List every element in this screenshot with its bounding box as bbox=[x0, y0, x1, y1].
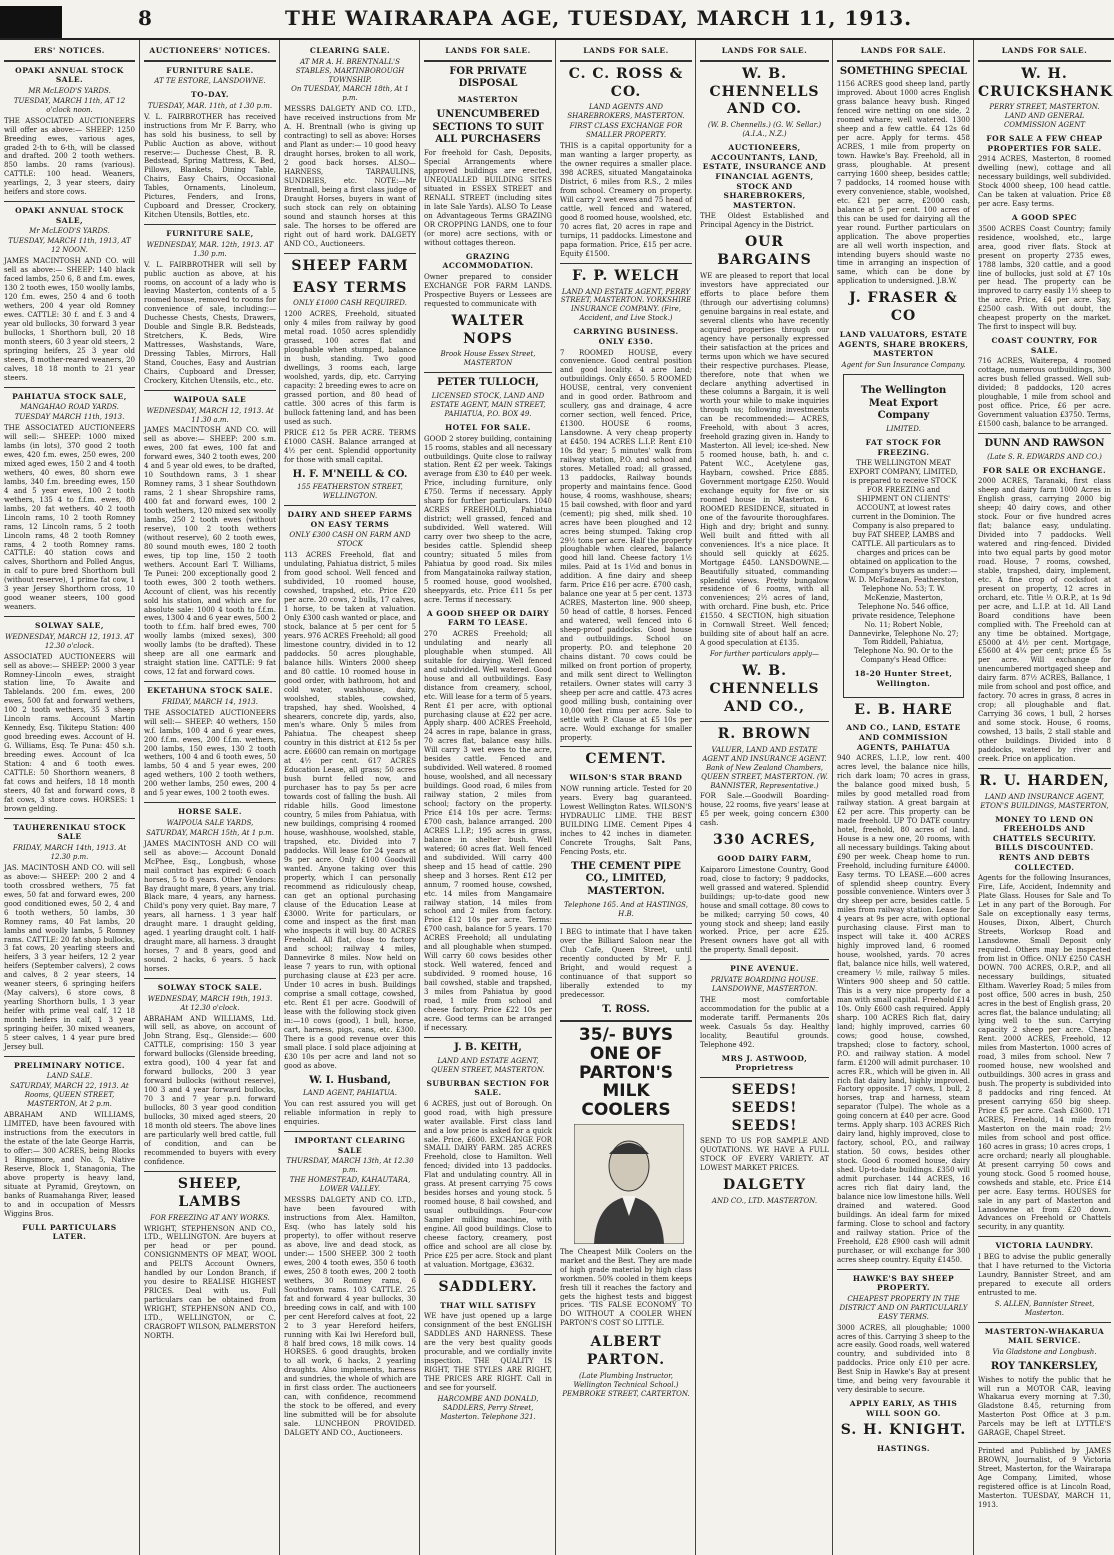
column-3 bbox=[279, 40, 420, 1555]
ad-heading: VICTORIA LAUNDRY. bbox=[995, 1241, 1094, 1251]
ad-subheading: 18-20 Hunter Street, Wellington. bbox=[854, 669, 953, 688]
ad-subheading: HOTEL FOR SALE. bbox=[445, 423, 531, 433]
ad-subheading: Brook House Essex Street, MASTERTON bbox=[440, 350, 536, 368]
ad-heading: DALGETY bbox=[723, 1177, 806, 1194]
ad-footer: MRS J. ASTWOOD, Proprietress bbox=[721, 1053, 808, 1073]
ad-subheading: Via Gladstone and Longbush. bbox=[992, 1347, 1097, 1356]
column-7 bbox=[832, 40, 974, 1555]
column-8 bbox=[973, 40, 1114, 1555]
ad-subheading: A GOOD SPEC bbox=[1011, 213, 1078, 223]
divider bbox=[700, 721, 829, 722]
ad-date: TUESDAY, MAR. 11th, at 1.30 p.m. bbox=[147, 101, 273, 110]
divider bbox=[978, 1236, 1111, 1237]
ad-subheading: HASTINGS. bbox=[877, 1444, 930, 1454]
ad-date: FRIDAY, MARCH 14, 1913. bbox=[161, 697, 259, 706]
ad-subheading: CARRYING BUSINESS. ONLY £350. bbox=[573, 327, 679, 346]
ad-body: ABRAHAM AND WILLIAMS, Ltd. will sell, as above, on account of John Strang, Esq., Glenside:— 600 CATTLE, comprising: 150 3 year forward bullocks (Glenside breeding, extra good), 100 4 year fat and forward bullocks, 200 3 year forward bullocks (without reserve), 100 3 and 4 year forward bullocks, 70 3 and 7 year p.n. forward bullocks, 80 3 year good condition bullocks, 30 mixed aged steers, 20 18 month old steers. The above lines are particularly well bred cattle, full of condition, and can be recommended to buyers with every confidence. bbox=[144, 1014, 276, 1166]
divider bbox=[4, 387, 135, 388]
ad-subheading: (Late Plumbing Instructor, Wellington Technical School.) PEMBROKE STREET, CARTERTON. bbox=[562, 1372, 690, 1399]
ad-subheading: LAND AND INSURANCE AGENT, ETON'S BUILDINGS, MASTERTON, bbox=[980, 792, 1109, 810]
ad-heading: W. I. Husband, bbox=[309, 1074, 391, 1086]
ad-subheading: WAIPOUA SALE YARDS, bbox=[166, 818, 254, 827]
divider bbox=[700, 959, 829, 960]
ad-subheading: VALUER, LAND AND ESTATE AGENT AND INSURANCE AGENT. Bank of New Zealand Chambers, QUEEN STREET, MASTERTON. (W. BANNISTER, Representative.) bbox=[701, 745, 828, 790]
ad-subheading: Mr McLEOD'S YARDS. bbox=[29, 227, 110, 236]
divider bbox=[978, 1442, 1111, 1443]
ad-heading: WALTER NOPS bbox=[451, 312, 525, 347]
milk-cooler-headline: 35/- BUYS ONE OF PARTON'S MILK COOLERS bbox=[578, 1025, 674, 1121]
ad-body: PRICE £12 5s PER ACRE. TERMS £1000 CASH. Balance arranged at 4½ per cent. Splendid opportunity for those with small capital. bbox=[284, 428, 416, 464]
divider bbox=[424, 1037, 552, 1038]
divider bbox=[560, 1020, 692, 1022]
imprint: Printed and Published by JAMES BROWN, Journalist, of 9 Victoria Street, Masterton, for the Wairarapa Age Company, Limited, whose registered office is at Lincoln Road, Masterton. TUESDAY, MARCH 11, 1913. bbox=[978, 1447, 1111, 1509]
ad-heading: A GOOD SHEEP OR DAIRY FARM TO LEASE. bbox=[426, 608, 550, 628]
masthead bbox=[0, 0, 1114, 40]
ad-body: I BEG to intimate that I have taken over the Billiard Saloon near the Club Cafe, Queen Street, until recently conducted by Mr F. J. Bright, and would request a continuance of that support so liberally extended to my predecessor. bbox=[560, 927, 692, 999]
divider bbox=[424, 1274, 552, 1275]
ad-subheading: LAND AND ESTATE AGENT, QUEEN STREET, MASTERTON. bbox=[431, 1056, 545, 1074]
ad-body: THE Oldest Established and Principal Agency in the District. bbox=[700, 212, 829, 230]
ad-subheading: ONLY £300 CASH ON FARM AND STOCK bbox=[289, 531, 411, 549]
ad-subheading: FOR FREEZING AT ANY WORKS. bbox=[150, 1213, 270, 1222]
ad-body: 2000 ACRES, Taranaki, first class sheep and dairy farm 1000 Acres in English grass, carrying 2000 big sheep; 40 dairy cows, and other stock. Four or five hundred acres flat; balance easy, undulating. Divided into 7 paddocks. Well watered and ring-fenced. Divided into two equal parts by good motor road. House, 7 rooms, cowshed, stable, trapshed, dairy, implement, etc. A fine crop of cocksfoot at present on property, 12 acres in orchard, etc. Title ½ O.R.P., at 1s 9d per acre, and L.I.P. at 1d. All Land Board conditions have been complied with. The Freehold can at any time be obtained. Mortgage, £5000 at 4½ per cent. Mortgage, £5600 at 4¼ per cent; price £5 5s per acre. Will exchange for unencumbered mortgaged sheep and dairy farm. 87½ ACRES, Ballance, 1 mile from school and post office, and factory. 70 acres in grass, 8 acres in crop; all ploughable and flat. Carrying 36 cows, 1 bull, 2 horses and some stock. House, 6 rooms, cowshed, 13 bails, 2 stall stable and other buildings. Divided into 8 paddocks, watered by river and creek. Price on application. bbox=[978, 477, 1111, 763]
ad-body: WE have just opened up a large consignment of the best ENGLISH SADDLES AND HARNESS. These are the very best quality goods procurable, and we cordially invite inspection. THE QUALITY IS RIGHT, THE STYLES ARE RIGHT, THE PRICES ARE RIGHT. Call in and see for yourself. bbox=[424, 1312, 552, 1392]
ad-heading: W. H. CRUICKSHANK bbox=[978, 65, 1114, 100]
divider bbox=[4, 60, 135, 62]
ad-subheading: FIRST CLASS EXCHANGE FOR SMALLER PROPERTY. bbox=[569, 122, 683, 140]
ad-body: 1156 ACRES good sheep land, partly improved. About 1000 acres English grass balance heavy bush. Ringed fenced wire netting on one side, 2 roomed whare; well watered. 1300 sheep and a few cattle. £4 12s 6d per acre. Apply for terms. 458 ACRES, 1 mile from property on town. Hawke's Bay. Freehold, all in grass, ploughable. At present carrying 1600 sheep, besides cattle; 7 paddocks, 14 roomed house with every convenience, stable, woolshed, etc. £21 per acre, £2000 cash, balance at 5 per cent. 100 acres of this can be used for dairying all the year round. Further particulars on application. The above properties are all well worth inspection, and intending buyers should waste no time in arranging an inspection of same, which can be done by application to undersigned. J.B.W. bbox=[837, 80, 970, 286]
ad-date: WEDNESDAY, MARCH 12, 1913. AT 12.30 o'clock. bbox=[5, 632, 134, 650]
ad-heading: FURNITURE SALE. bbox=[166, 65, 254, 75]
column-label: LANDS FOR SALE. bbox=[721, 46, 808, 55]
column-label: LANDS FOR SALE. bbox=[1001, 46, 1088, 55]
column-5 bbox=[555, 40, 696, 1555]
ad-heading: E. B. HARE bbox=[854, 701, 953, 718]
ad-body: JAMES MACINTOSH AND CO. will sell as above:— SHEEP: 200 s.m. ewes, 200 fat ewes, 100 fat and forward ewes, 340 2 tooth ewes, 200 4 and 5 year old ewes, to be drafted, 10 Southdown rams, 3 1 shear Romney rams, 3 1 shear Southdown rams, 2 1 shear Shropshire rams, 400 fat and forward ewes, 100 2 tooth wethers, 120 mixed sex woolly lambs, 250 2 tooth ewes (without reserve), 100 2 tooth wethers (without reserve), 60 2 tooth ewes, 80 sound mouth ewes, 180 2 tooth ewes, tip top line, 150 2 tooth wethers. Account Earl T. Williams, Te Punei: 200 exceptionally good 2 tooth ewes, 300 2 tooth wethers. Account of client, was his recently sold his station, and which are for absolute sale: 1000 4 tooth to f.f.m. ewes, 1300 4 and 6 year ewes, 500 2 tooth to f.f.m. half bred ewes, 700 woolly lambs (mixed sexes), 300 woolly lambs (to be drafted). These sheep are all one earmark and straight station line. CATTLE: 9 fat cows, 12 fat and forward cows. bbox=[144, 426, 276, 677]
divider bbox=[560, 923, 692, 924]
meat-export-box bbox=[843, 374, 964, 698]
ad-body: 3000 ACRES, all ploughable; 1000 acres of this. Carrying 3 sheep to the acre easily. Good roads, well watered country, and subdivided into 8 paddocks. Price only £10 per acre. Best Snip in Hawke's Bay at present time, and being very favourable it very desirable to secure. bbox=[837, 1323, 970, 1395]
ad-subheading: PRIVATE BOARDING HOUSE. LANSDOWNE, MASTERTON. bbox=[710, 975, 819, 993]
ad-heading: UNENCUMBERED SECTIONS TO SUIT ALL PURCHASERS bbox=[432, 108, 544, 146]
ad-subheading: FAT STOCK FOR FREEZING. bbox=[865, 438, 942, 457]
ad-subheading: 155 FEATHERSTON STREET, WELLINGTON. bbox=[297, 483, 403, 501]
ad-heading: PINE AVENUE. bbox=[730, 964, 799, 974]
ad-heading: ALBERT PARTON. bbox=[586, 1334, 666, 1369]
ad-heading: EKETAHUNA STOCK SALE. bbox=[147, 686, 273, 696]
column-label: LANDS FOR SALE. bbox=[860, 46, 947, 55]
ad-footer: FULL PARTICULARS LATER. bbox=[22, 1222, 117, 1242]
ad-heading: SEEDS! SEEDS! SEEDS! bbox=[731, 1081, 798, 1134]
divider bbox=[4, 818, 135, 819]
ad-subheading: Agent for Sun Insurance Company. bbox=[841, 360, 966, 369]
ad-heading: SOMETHING SPECIAL bbox=[839, 65, 968, 77]
ad-subheading: LIMITED. bbox=[886, 425, 921, 434]
ad-subheading: MANGAHAO ROAD YARDS. bbox=[20, 403, 119, 412]
ad-heading: W. B. CHENNELLS AND CO. bbox=[709, 65, 820, 118]
ad-body: Agents for the following Insurances, Fire, Life, Accident, Indemnity and Plate Glass. Houses for Sale and To Let in any part of the Borough. For Sale on exceptionally easy terms, Houses, Dixon, Albert, Church Streets, Worksop Road and Lansdowne. Small Deposit only required. Others may be inspected from list in Office. ONLY £250 CASH DOWN. 700 ACRES, O.R.P., and all necessary buildings, situated Eltham. Waverley Road; 5 miles from post office, 500 acres in bush, 250 acres in the best of English grass, 20 acres flat, the balance undulating; all lying well to the sun. Carrying capacity 2 sheep per acre. Cheap Rent. 2000 ACRES, Freehold, 12 miles from Masterton. 1000 acres of road, 3 miles from school. New 7 roomed house, new woolshed and outbuildings. 300 acres in grass and bush. The property is subdivided into 8 paddocks and ring fenced. At present carrying 650 big sheep. Price £5 per acre. Cash £3600. 171 ACRES, Freehold, 14 mile from Masterton on the main road; 2½ miles from school and post office. 160 acres in grass; 10 acres crops, 1 acre orchard; nearly all ploughable. At present carrying 50 cows and young stock. Good 5 roomed house, cowsheds and stable, etc. Price £14 per acre. Easy terms. HOUSES for sale in any part of Masterton and Lansdowne at from £20 down. Advances on Freehold or Chattels security, in any quantity. bbox=[978, 874, 1111, 1232]
ad-date: WEDNESDAY, MAR. 12th, 1913. AT 1.30 p.m. bbox=[146, 240, 274, 258]
divider bbox=[284, 253, 416, 254]
ad-date: WEDNESDAY, MARCH 12, 1913. At 11.30 a.m. bbox=[146, 406, 274, 424]
divider bbox=[144, 802, 276, 803]
ad-body: SEND TO US FOR SAMPLE AND QUOTATIONS. WE HAVE A FULL STOCK OF EVERY VARIETY. AT LOWEST MARKET PRICES. bbox=[700, 1137, 829, 1173]
divider bbox=[978, 768, 1111, 769]
ad-subheading: ONLY £1000 CASH REQUIRED. bbox=[293, 299, 407, 308]
column-2 bbox=[139, 40, 280, 1555]
ad-heading: F. P. WELCH bbox=[572, 267, 680, 284]
ad-body: 7 ROOMED HOUSE, every convenience. Good central position and good locality. 4 acre land; outbuildings. Only £650. 5 ROOMED HOUSE, central, very convenient and in good order. Bathroom and scullery, gas and drainage, 4 acre corner section, well fenced. Price, £1300. HOUSE 6 rooms, Lansdowne. A very cheap property at £450. 194 ACRES L.I.P. Rent £10 10s 8d year; 5 minutes' walk from railway station, P.O. and school and stores. Metalled road; all grassed, 13 paddocks, Railway bounds property and maintains fence. Good house, 4 rooms, washhouse, shears; 15 bail cowshed, with floor and yard (cement); pig shed, milk shed. 10 acres have been ploughed and 12 acres being stumped. Taking crop 29½ tons per acre. Half the property ploughable when cleared, balance good hill land. Cheese factory 1½ miles. Paid at 1s 1½d and bonus in addition. A fine dairy and sheep farm. Price £16 per acre. £700 cash, balance one year at 5 per cent. 1373 ACRES, Masterton line. 900 sheep, 50 head of cattle, 8 horses. Fenced and watered, well fenced into 6 sheep-proof paddocks. Good house and outbuildings. School on property. P.O. and telephone 20 chains distant. 70 cows could be milked on front portion of property, and milk sent direct to Wellington retailers. Owner states will carry 3 sheep per acre and cattle. 473 acres good milling bush, containing over 10,000 feet rimu per acre. Sale to settle with P. Clause at £5 10s per acre. Would exchange for smaller property. bbox=[560, 348, 692, 742]
divider bbox=[560, 60, 692, 62]
ad-heading: PRELIMINARY NOTICE. bbox=[13, 1060, 126, 1070]
ad-body: JAMES MACINTOSH AND CO will sell as above:— Account Donald McPhee, Esq., Longbush, whose mail contract has expired: 6 coach horses, 5 to 8 years. Other Vendors: Bay draught mare, 8 years, any trial. Black mare, 4 years, any harness. Child's pony very quiet. Bay mare, 7 years, all harness. 1 3 year half draught mare. 1 draught gelding, aged. 1 yearling draught colt. 1 half-draught mare, all harness. 3 draught horses, 7 and 8 years, good and sound. 2 hacks, 6 years. 5 hack horses. bbox=[144, 839, 276, 974]
column-label: AUCTIONEERS' NOTICES. bbox=[149, 46, 271, 55]
ad-body: THE ASSOCIATED AUCTIONEERS will offer as above:— SHEEP: 1250 Breeding ewes, various ages, graded 2-th to 6-th, will be classed and drafted. 200 2 tooth wethers. 850 lambs. 20 rams (various). CATTLE: 100 head. Weaners, yearlings, 2, 3 year steers, dairy heifers and store cows. bbox=[4, 116, 135, 197]
column-label: LANDS FOR SALE. bbox=[583, 46, 669, 55]
ad-heading: SHEEP, LAMBS bbox=[177, 1175, 243, 1210]
divider bbox=[4, 201, 135, 202]
ad-body: Kaiparoro Limestone Country, Good road, close to factory; 9 paddocks, well grassed and watered. Splendid buildings; up-to-date good new house and small cottage. 80 cows to be milked; carrying 50 cows, 40 young stock and sheep; land easily worked. Price, per acre £25. Present owners have got all with the property. Small deposit. bbox=[700, 865, 829, 955]
divider bbox=[424, 372, 552, 373]
portrait-illustration bbox=[574, 1124, 684, 1244]
ad-subheading: MR McLEOD'S YARDS. bbox=[28, 86, 111, 95]
ad-heading: HAWKE'S BAY SHEEP PROPERTY. bbox=[852, 1273, 955, 1293]
divider bbox=[978, 1322, 1111, 1323]
divider bbox=[978, 60, 1111, 62]
divider bbox=[144, 390, 276, 391]
ad-body: THIS is a capital opportunity for a man wanting a larger property, as the owner requires a smaller place. 398 ACRES, situated Mangatainoka District, 6 miles from R.S., 2 miles from school. Creamery on property. Will carry 2 wet ewes and 75 head of cattle, well fenced and watered, good 8 roomed house, woolshed, etc. 70 acres flat, 20 acres in rape and turnips, 11 paddocks. Limestone and papa formation. Price, £15 per acre. Equity £1500. bbox=[560, 142, 692, 258]
ad-date: SATURDAY, MARCH 15th, At 1 p.m. bbox=[146, 828, 274, 837]
ad-subheading: CHEAPEST PROPERTY IN THE DISTRICT AND ON PARTICULARLY EASY TERMS. bbox=[839, 1294, 968, 1321]
ad-footer: T. ROSS. bbox=[602, 1003, 650, 1015]
ad-heading: The Wellington Meat Export Company bbox=[860, 384, 947, 422]
ad-heading: SOLWAY SALE, bbox=[35, 621, 104, 631]
ad-body: V. L. FAIRBROTHER has received instructions from Mr F. Barry, who has sold his business, to sell by Public Auction as above, without reserve:— Duchesse Chest, B. R. Bedstead, Spring Mattress, K. Bed, Pillows, Blankets, Dining Table, Chairs, Easy Chairs, Occasional Tables, Ornaments, Linoleum, Pictures, Fenders, and Irons, Cupboard and Dresser, Crockery, Kitchen Utensils, Bottles, etc. bbox=[144, 112, 276, 220]
ad-subheading: LAND AGENT, PAHIATUA. bbox=[303, 1089, 397, 1098]
ad-subheading: TO-DAY. bbox=[191, 90, 229, 100]
ad-date: TUESDAY, MARCH 11th, 1913, AT 12 NOON. bbox=[8, 237, 131, 255]
ad-subheading: APPLY EARLY, AS THIS WILL SOON GO. bbox=[849, 1399, 958, 1418]
ad-heading: HORSE SALE. bbox=[178, 807, 242, 817]
ad-heading: OUR BARGAINS bbox=[717, 234, 812, 269]
column-1 bbox=[0, 40, 139, 1555]
ad-heading: CEMENT. bbox=[585, 751, 667, 768]
ad-heading: W. B. CHENNELLS AND CO., bbox=[709, 663, 820, 715]
ad-heading: C. C. ROSS & CO. bbox=[568, 65, 684, 100]
divider bbox=[144, 60, 276, 62]
ad-heading: H. F. M'NEILL & CO. bbox=[292, 468, 408, 480]
ad-body: You can rest assured you will get reliable information in reply to enquiries. bbox=[284, 1100, 416, 1127]
ad-subheading: For further particulars apply— bbox=[709, 650, 820, 659]
ad-heading: EASY TERMS bbox=[292, 279, 408, 296]
ad-date: FRIDAY, MARCH 14th, 1913. At 12.30 p.m. bbox=[12, 843, 127, 861]
divider bbox=[700, 1077, 829, 1078]
ad-subheading: MASTERTON bbox=[457, 95, 519, 105]
ad-heading: DUNN AND RAWSON bbox=[984, 438, 1105, 450]
ad-body: I BEG to advise the public generally that I have returned to the Victoria Laundry, Bannister Street, and am prepared to execute all orders entrusted to me. bbox=[978, 1252, 1111, 1297]
ad-subheading: FOR SALE OR EXCHANGE. bbox=[982, 465, 1107, 475]
ad-body: THE most comfortable accommodation for the public at a moderate tariff. Permanents 20s week. Casuals 5s day. Healthy locality, Beautiful grounds. Telephone 492. bbox=[700, 995, 829, 1049]
columns bbox=[0, 40, 1114, 1555]
ad-heading: PAHIATUA STOCK SALE, bbox=[12, 391, 127, 401]
column-4 bbox=[419, 40, 556, 1555]
ad-date: TUESDAY MARCH 11th, 1913. bbox=[14, 413, 125, 422]
ad-subheading: LICENSED STOCK, LAND AND ESTATE AGENT, MAIN STREET, PAHIATUA, P.O. BOX 49. bbox=[430, 392, 546, 419]
ad-subheading: SUBURBAN SECTION FOR SALE. bbox=[426, 1078, 550, 1098]
column-6 bbox=[695, 40, 833, 1555]
ad-footer: S. ALLEN, Bannister Street, Masterton. bbox=[994, 1299, 1095, 1317]
ad-heading: R. U. HARDEN, bbox=[979, 772, 1110, 789]
ad-subheading: PERRY STREET, MASTERTON. LAND AND GENERAL COMMISSION AGENT bbox=[989, 103, 1100, 130]
ad-heading: SHEEP FARM bbox=[291, 257, 409, 274]
ad-heading: J. B. KEITH, bbox=[454, 1041, 522, 1053]
ad-body: THE ASSOCIATED AUCTIONEERS will sell:— SHEEP: 40 wethers, 150 w.f. lambs, 100 4 and 6 year ewes, 200 f.f.m. ewes, 200 f.f.m. wethers, 200 lambs, 150 ewes, 130 2 tooth wethers, 100 4 and 6 tooth ewes, 50 lambs, 50 4 and 5 year ewes, 200 aged wethers, 100 2 tooth wethers, 200 wether lambs, 250 ewes, 200 4 and 5 year ewes, 100 2 tooth ewes. bbox=[144, 708, 276, 798]
ad-body: For freehold for Cash, Deposits, Special Arrangements where approved buildings are erected, UNEQUALLED BUILDING SITES situated in ESSEX STREET and RENALL STREET (including sites in late Sale Yards). ALSO To Lease on Advantageous Terms GRAZING OR CROPPING LANDS, one to four (or more) acre sections, with or without cottages thereon. bbox=[424, 149, 552, 247]
ad-subheading: AT MR A. H. BRENTNALL'S STABLES, MARTINBOROUGH TOWNSHIP. bbox=[295, 57, 405, 84]
ad-footer: HARCOMBE AND DONALD, SADDLERS, Perry Street, Masterton. Telephone 321. bbox=[437, 1394, 539, 1421]
ad-heading: 330 ACRES, bbox=[713, 832, 816, 849]
divider bbox=[4, 1056, 135, 1057]
divider bbox=[837, 1269, 970, 1270]
ad-heading: DAIRY AND SHEEP FARMS ON EASY TERMS bbox=[287, 510, 413, 529]
ad-date: WEDNESDAY, MARCH 19th, 1913. At 12.30 o'clock. bbox=[147, 994, 273, 1012]
ad-heading: WAIPOUA SALE bbox=[173, 394, 247, 404]
ad-body: 2914 ACRES, Masterton, 8 roomed dwelling (new), cottage and all necessary buildings, well subdivided. Stock 4000 sheep, 100 head cattle. Can be taken at valuation. Price £8 per acre. Easy terms. bbox=[978, 155, 1111, 209]
ad-body: JAMES MACINTOSH AND CO. will sell as above:— SHEEP: 140 black faced lambs, 250 6, 8 and f.m. ewes, 130 2 tooth ewes, 150 woolly lambs, 120 f.m. ewes, 250 4 and 6 tooth wethers, 200 4 year old Romney ewes. CATTLE: 30 f. and f. 3 and 4 year old bullocks, 30 forward 3 year bullocks, 1 Shorthorn bull, 20 18 month steers, 60 3 year old steers, 2 springing heifers, 25 3 year old steers, 8 mother-reared weaners, 20 calves, 18 18 month to 21 year steers. bbox=[4, 257, 135, 382]
ad-subheading: MONEY TO LEND ON FREEHOLDS AND CHATTELS SECURITY. BILLS DISCOUNTED. RENTS AND DEBTS COLLECTED. bbox=[992, 814, 1097, 872]
divider bbox=[700, 60, 829, 62]
ad-heading: FOR PRIVATE DISPOSAL bbox=[449, 65, 527, 90]
ad-body: 6 ACRES, just out of Borough. On good road, with high pressure water available. First class land and a low price is asked for a quick sale. Price, £600. EXCHANGE FOR SMALL DAIRY FARM. 285 ACRES Freehold, close to Hamilton. Well fenced; divided into 13 paddocks. Flat and undulating country. All in grass. At present carrying 75 cows besides horses and young stock. 5 roomed house, 8 bail cowshed, and usual outbuildings. Four-cow Sampler milking machine, with engine. All good buildings. Close to cheese factory, creamery, post office and school are all close by. Price £25 per acre. Stock and plant at valuation. Mortgage, £3632. bbox=[424, 1099, 552, 1269]
ad-subheading: AT TE ESTORE, LANSDOWNE. bbox=[154, 77, 266, 86]
ad-body: THE WELLINGTON MEAT EXPORT COMPANY, LIMITED, is prepared to receive STOCK FOR FREEZING and SHIPMENT ON CLIENTS' ACCOUNT, at lowest rates current in the Dominion. The Company is also prepared to buy FAT SHEEP, LAMBS and CATTLE. All particulars as to charges and prices can be obtained on application to the Company's buyers as under:— W. D. McFadzean, Featherston, Telephone No. 53; T. W. McKenzie, Masterton, Telephone No. 546 office, private residence, Telephone No. 11; Robert Noble, Dannevirke, Telephone No. 27; Tom Riddell, Pahiatua, Telephone No. 90. Or to the Company's Head Office: bbox=[848, 459, 959, 665]
divider bbox=[424, 60, 552, 62]
column-label: LANDS FOR SALE. bbox=[445, 46, 531, 55]
ad-body: WE are pleased to report that local investors have appreciated our efforts to place before them (through our advertising columns) genuine bargains in real estate, and several clients who have recently acquired properties through our agency have personally expressed their satisfaction at the prices and terms upon which we have secured their respective purchases. Please, therefore, note that when we declare anything advertised in these columns a Bargain, it is well worth your while to make inquiries through us; following investments can be recommended:— ACRES, Freehold, with about 3 acres, freehold grazing given in. Handy to Masterton. All level; ice-shed. New 5 roomed house, bath, h. and c. Patent W.C., Acetylene gas, Haybarn, cowshed. Price £885. Government mortgage £250. Would exchange equity for five or six roomed house in Masterton. 6 ROOMED RESIDENCE, situated in one of the favourite thoroughfares. High and dry; bright and sunny. Well built and fitted with all conveniences. It's a nice place. It should sell quickly at £625. Mortgage £450. LANSDOWNE.—Beautifully situated, commanding splendid views. Pretty bungalow residence of 6 rooms, with all conveniences; 2½ acres of land, with orchard. Fine bush, etc. Price £1550. 4 SECTION, high situation in Cornwall Street. Well fenced; building site of about half an acre. A good speculation at £135. bbox=[700, 272, 829, 648]
page-number: 8 bbox=[138, 6, 152, 30]
ad-body: MESSRS DALGETY AND CO. LTD., have been favoured with instructions from Alex. Hamilton, Esq. (who has lately sold his property), to offer without reserve as above, live and dead stock, as under:— 1500 SHEEP. 300 2 tooth ewes, 200 4 tooth ewes, 350 6 tooth ewes, 250 8 tooth ewes, 200 2 tooth wethers, 30 Romney rams, 6 Southdown rams. 103 CATTLE. 25 fat and forward 4 year bullocks, 30 breeding cows in calf, and with 100 per cent Hereford calves at foot, 22 2 to 3 year Hereford heifers, running with Kai Iwi Hereford bull, 8 half bred cows, 18 milk cows. 14 HORSES. 6 good draughts, broken to all work, 6 hacks, 2 yearling draughts. Also implements, harness and sundries, the whole of which are in first class order. The auctioneers can, with confidence, recommend the stock to be offered, and every line submitted will be for absolute sale. LUNCHEON PROVIDED. DALGETY AND CO., Auctioneers. bbox=[284, 1196, 416, 1438]
ad-subheading: AND CO., LTD. MASTERTON. bbox=[711, 1197, 818, 1206]
ad-heading: FURNITURE SALE, bbox=[166, 229, 254, 239]
divider bbox=[560, 746, 692, 747]
divider bbox=[4, 616, 135, 617]
ad-subheading: FOR SALE A FEW CHEAP PROPERTIES FOR SALE. bbox=[986, 134, 1103, 153]
ad-body: Owner prepared to consider EXCHANGE FOR FARM LANDS. Prospective Buyers or Lessees are requested to communicate with bbox=[424, 272, 552, 308]
ad-subheading: THE HOMESTEAD, KAHAUTARA, LOWER VALLEY. bbox=[289, 1176, 411, 1194]
ad-heading: IMPORTANT CLEARING SALE bbox=[294, 1136, 406, 1155]
ad-body: The Cheapest Milk Coolers on the market and the Best. They are made of high grade material by high class workmen. 50% cooled in them keeps fresh till it reaches the factory and gets the highest tests and biggest prices. 'TIS FALSE ECONOMY TO DO WITHOUT A COOLER WHEN PARTON'S COST SO LITTLE. bbox=[560, 1247, 692, 1328]
ad-body: WRIGHT, STEPHENSON AND CO., LTD., WELLINGTON. Are buyers at per head or per pound. CONSIGNMENTS OF MEAT, WOOL and PELTS Account Owners, handled by our London Branch, if you desire to REALISE HIGHEST PRICES. Deal with us. Full particulars can be obtained from WRIGHT, STEPHENSON AND CO., LTD., WELLINGTON, or C. CRAGROFT WILSON, PALMERSTON NORTH. bbox=[144, 1224, 276, 1340]
ad-heading: PETER TULLOCH, bbox=[437, 377, 539, 389]
ad-date: THURSDAY, MARCH 13th, At 12.30 p.m. bbox=[286, 1157, 414, 1175]
divider bbox=[144, 224, 276, 225]
ad-heading: OPAKI ANNUAL STOCK SALE, bbox=[15, 206, 124, 225]
column-label: ERS' NOTICES. bbox=[34, 46, 105, 55]
ad-subheading: (Late S. R. EDWARDS AND CO.) bbox=[987, 452, 1102, 461]
ad-body: 113 ACRES Freehold, flat and undulating, Pahiatua district, 5 miles from good school. Well fenced and subdivided, 10 roomed house, cowshed, trapshed, etc. Price £20 per acre. 20 cows, 2 bulls, 17 calves, 1 horse, to be taken at valuation. Only £300 cash wanted or place, and stock, balance at 5 per cent for 5 years. 976 ACRES Freehold; all good limestone country, divided in to 12 paddocks. 50 acres ploughable, balance hills. Winters 2000 sheep and 80 cattle. 10 roomed house in good order, with bathroom, hot and cold water, washhouse, dairy, woolshed, stables, cowshed, trapshed, hay shed. Woolshed, 4 shearers, concrete dip, yards, also, men's whare. Only 5 miles from Pahiatua. The cheapest sheep country in this district at £12 5s per acre. £6600 can remain on mortgage at 4½ per cent. 617 ACRES Education Lease, all grass; 50 acres bush burnt felled now, and purchaser has to pay 5s per acre towards cost of falling the bush. All ridable hills. Good limestone country, 5 miles from Pahiatua, with new buildings, comprising 4 roomed house, washhouse, woolshed, stable, trapshed, etc. Divided into 7 paddocks. Will lease for 24 years at 9s per acre. Only £100 Goodwill wanted. Anyone taking over this property, which I can personally recommend as ridiculously cheap, can get an optional purchasing clause of the Education Lease at £3000. Write for particulars, or come and inspect as the first man who inspects it will buy. 80 ACRES Freehold. All flat, close to factory and school; railway 4 miles, Dannevirke 8 miles. Now held on lease 7 years to run, with optional purchasing clause at £23 per acre. Under 10 acres in bush. Buildings comprise a small cottage, cowshed, etc. Rent £1 per acre. Goodwill of lease with the following stock given in:—10 cows (good), 1 bull, horse, cart, harness, pigs, cans, etc. £300. There is a good revenue over this small place. I sold place adjoining at £30 10s per acre and land not so good as above. bbox=[284, 551, 416, 1070]
ad-subheading: AND CO., LAND, ESTATE AND COMMISSION AGENTS, PAHIATUA bbox=[846, 723, 961, 752]
ad-heading: SADDLERY. bbox=[438, 1278, 538, 1295]
ad-subheading: COAST COUNTRY, FOR SALE. bbox=[991, 336, 1098, 355]
ad-heading: OPAKI ANNUAL STOCK SALE. bbox=[15, 65, 124, 85]
ad-body: 1200 ACRES, Freehold, situated only 4 miles from railway by good metal road. 1050 acres splendidly grassed, 100 acres flat and ploughable when stumped, balance in bush, standing. Two good dwellings, 3 rooms each, large woolshed, yards, dip, etc. Carrying capacity: 2 breeding ewes to acre on grassed portion, and 80 head of cattle. 300 acres of this farm is bullock fattening land, and has been used as such. bbox=[284, 310, 416, 426]
ad-subheading: GRAZING ACCOMMODATION. bbox=[442, 251, 534, 271]
ad-heading: THE CEMENT PIPE CO., LIMITED, MASTERTON. bbox=[571, 860, 681, 898]
ad-body: 716 ACRES, Waiterepa, 4 roomed cottage, numerous outbuildings, 300 acres bush felled grassed. Well sub-divided; 8 paddocks, 120 acres ploughable, 1 mile from school and post office. Price, £6 per acre. Government valuation £3750. Terms, £1500 cash, balance to be arranged. bbox=[978, 357, 1111, 429]
ad-heading: CLEARING SALE. bbox=[309, 46, 391, 55]
ad-body: 270 ACRES Freehold; all undulating and nearly all ploughable when stumped. All suitable for dairying. Well fenced and subdivided. Well watered. Good house and all outbuildings. Easy distance from creamery, school, etc. Will lease for a term of 5 years. Rent £1 per acre, with optional purchasing clause at £22 per acre. Apply sharp. 400 ACRES Freehold, 24 acres in rape, balance in grass, 70 acres flat, balance easy hills. Will carry 3 wet ewes to the acre, besides cattle. Fenced and subdivided. Well watered. 8 roomed house, woolshed, and all necessary buildings. Good road, 6 miles from railway station, 2 miles from school; factory on the property. Price £14 10s per acre. Terms: £700 cash, balance arranged. 200 ACRES L.I.P.; 195 acres in grass, balance in shelter bush. Well watered; 60 acres flat. Well fenced and subdivided. Will carry 400 sheep and 15 head of cattle. 290 sheep and 3 horses. Rent £12 per annum, 7 roomed house, cowshed, etc. 14 miles from Mangamaire railway station, 14 miles from school and 2 miles from factory. Price £12 10s per acre. Terms: £700 cash, balance for 5 years. 170 ACRES Freehold; all undulating and all ploughable when stumped. Will carry 60 cows besides other stock. Well watered, fenced and subdivided. 9 roomed house, 16 bail cowshed, stable and trapshed, 3 miles from Pahiatua by good road, 1 mile from school and cheese factory. Price £22 10s per acre. Good terms can be arranged if necessary. bbox=[424, 629, 552, 1032]
ad-subheading: LAND SALE. bbox=[46, 1072, 93, 1081]
ad-body: THE ASSOCIATED AUCTIONEERS will sell:— SHEEP: 1000 mixed lambs (in lots), 370 good 2 tooth ewes, 420 f.m. ewes, 250 ewes, 200 mixed aged ewes, 150 2 and 4 tooth wethers, 40 ewes, 80 shorn ewe lambs, 340 f.m. breeding ewes, 150 4 and 5 year ewes, 100 2 tooth wethers, 135 4 to f.f.m. ewes, 80 lambs, 20 fat wethers. 40 2 tooth Lincoln rams, 10 2 tooth Romney rams, 12 Lincoln rams, 5 2 tooth Lincoln rams, 48 2 tooth Romney rams, 4 2 tooth Romney rams. CATTLE: 40 station cows and calves, Shorthorn and Polled Angus, in calf to pure bred Shorthorn bull (without reserve), 1 prime fat cow, 1 3 year Jersey Shorthorn cross, 10 good weaner steers, 100 good weaners. bbox=[4, 424, 135, 612]
ad-heading: S. H. KNIGHT. bbox=[840, 1422, 967, 1439]
divider bbox=[144, 978, 276, 979]
ad-subheading: LAND VALUATORS, ESTATE AGENTS, SHARE BROKERS, MASTERTON bbox=[838, 330, 969, 359]
ink-blot bbox=[0, 6, 62, 40]
ad-heading: MASTERTON-WHAKARUA MAIL SERVICE. bbox=[984, 1326, 1105, 1346]
ad-subheading: LAND AND ESTATE AGENT, PERRY STREET, MASTERTON. YORKSHIRE INSURANCE COMPANY. (Fire, Accident, and Live Stock.) bbox=[560, 287, 692, 323]
ad-heading: R. BROWN bbox=[717, 725, 812, 742]
ad-body: FOR Sale.—Goodwill Boarding-house, 22 rooms, five years' lease at £5 per week, going concern £300 cash. bbox=[700, 792, 829, 828]
ad-subheading: Telephone 165. And at HASTINGS, H.B. bbox=[564, 900, 688, 918]
divider bbox=[284, 505, 416, 506]
divider bbox=[560, 263, 692, 264]
ad-body: ASSOCIATED AUCTIONEERS will sell as above:— SHEEP: 2000 3 year Romney-Lincoln ewes, straight station line, To Awaite and Tablelands. 200 f.m. ewes, 200 ewes, 500 fat and forward wethers, 100 2 tooth wethers, 35 3 sheep Lincoln rams. Account Martin Kennedy, Esq. Tikitepu Station: 400 good breeding ewes. Account of H. G. Williams, Esq. Te Puna: 450 s.h. breeding ewes. Account of Ica Station: 4 and 6 tooth ewes. CATTLE: 50 Shorthorn weaners, 8 fat cows and heifers, 18 18 month steers, 40 fat and forward cows, 8 fat cows, 3 store cows. HORSES: 1 brown gelding. bbox=[4, 652, 135, 813]
ad-heading: TAUHERENIKAU STOCK SALE bbox=[13, 822, 126, 842]
ad-body: MESSRS DALGETY AND CO. LTD., have received instructions from Mr A. H. Brentnall (who is giving up contracting) to sell as above: Horses and Plant as under:— 10 good heavy draught horses, broken to all work, 2 good back horses. ALSO— HARNESS, TARPAULINS, SUNDRIES, etc. NOTE:—Mr Brentnall, being a first class judge of Draught Horses, buyers in want of such stock can rely on obtaining sound and staunch horses at this sale. The horses to be offered are right out of hard work. DALGETY AND CO., Auctioneers. bbox=[284, 105, 416, 248]
ad-subheading: LAND AGENTS AND SHAREBROKERS, MASTERTON. bbox=[567, 103, 685, 121]
ad-heading: ROY TANKERSLEY, bbox=[990, 1360, 1099, 1372]
newspaper-title: THE WAIRARAPA AGE, TUESDAY, MARCH 11, 1913. bbox=[285, 6, 913, 30]
ad-date: SATURDAY, MARCH 22, 1913. At Rooms, QUEEN STREET, MASTERTON, At 2 p.m. bbox=[10, 1082, 129, 1109]
ad-body: NOW running article. Tested for 20 years. Every bag guaranteed. Lowest Wellington Rates. WILSON'S HYDRAULIC LIME. THE BEST BUILDING LIME. Cement Pipes 4 inches to 42 inches in diameter. Concrete Troughs, Salt Pans, Fencing Posts, etc. bbox=[560, 784, 692, 856]
ad-body: GOOD 2 storey building, containing 15 rooms, stables and all necessary outbuildings. Quite close to railway station. Rent £2 per week. Takings average from £30 to £40 per week. Price, including furniture, only £750. Terms if necessary. Apply sharp for further particulars. 1040 ACRES FREEHOLD, Pahiatua district; well grassed, fenced and subdivided. Well watered. Will carry over two sheep to the acre, besides cattle. Splendid sheep country; situated 5 miles from Pahiatua by good road. Six miles from Mangatainoka railway station, 5 roomed house, good woolshed, sheepyards, etc. Price £11 5s per acre. Terms if necessary. bbox=[424, 434, 552, 604]
ad-heading: J. FRASER & CO bbox=[849, 290, 958, 325]
divider bbox=[284, 1131, 416, 1132]
divider bbox=[144, 1171, 276, 1172]
ad-date: TUESDAY, MARCH 11th, AT 12 o'clock noon. bbox=[13, 96, 126, 114]
ad-subheading: THAT WILL SATISFY bbox=[440, 1300, 536, 1310]
divider bbox=[978, 433, 1111, 434]
ad-body: V. L. FAIRBROTHER will sell by public auction as above, at his rooms, on account of a lady who is leaving Masterton, contents of a 5 roomed house, removed to rooms for convenience of sale, including:— Duchesse Chests, Chests, Drawers, Double and Single B.R. Bedsteads, Stretchers, K. Beds, Wire Mattresses, Washstands, Ware, Dressing Tables, Mirrors, Hall Stand, Couches, Easy and Austrian Chairs, Cupboard and Dresser, Crockery, Kitchen Utensils, etc., etc. bbox=[144, 260, 276, 386]
ad-subheading: WILSON'S STAR BRAND bbox=[569, 773, 683, 783]
ad-subheading: (W. B. Chennells.) (G. W. Sellar.) (A.I.A., N.Z.) bbox=[707, 121, 822, 139]
ad-subheading: AUCTIONEERS, ACCOUNTANTS, LAND, ESTATE, INSURANCE AND FINANCIAL AGENTS, STOCK AND SHAREBROKERS, MASTERTON. bbox=[702, 143, 827, 210]
ad-body: JAS. MACINTOSH AND CO. will sell as above:— SHEEP: 200 2 and 4 tooth crossbred wethers, 75 fat ewes, 50 fat and forward ewes, 200 good conditioned ewes, 50 2, 4 and 6 tooth wethers, 50 lambs, 30 Romney rams, 40 Fat lambs, 20 lambs and woolly lambs, 5 Romney rams. CATTLE: 20 fat shop bullocks, 3 fat cows, 20 yearling steers and heifers, 3 3 year heifers, 12 2 year heifers (September calvers), 2 cows and calves, 8 2 year steers, 14 weaner steers, 6 springing heifers (May calvers), 6 store cows, 8 yearling Shorthorn bulls, 1 3 year heifer with prime veal calf, 12 18 month heifers in calf, 1 3 year springing heifer, 30 mixed weaners, 5 steer calves, 1 4 year pure bred Jersey bull. bbox=[4, 863, 135, 1051]
divider bbox=[837, 60, 970, 62]
ad-body: Wishes to notify the public that he will run a MOTOR CAR, leaving Whakarua every morning at 7.30, Gladstone 8.45, returning from Masterton Post Office at 3 p.m. Parcels may be left at LYTTLE'S GARAGE, Chapel Street. bbox=[978, 1375, 1111, 1438]
ad-heading: SOLWAY STOCK SALE. bbox=[157, 983, 263, 993]
ad-body: 940 ACRES, L.I.P., low rent. 400 acres level, the balance nice hills, rich dark loam; 70 acres in grass, the balance good mixed bush, 5 miles by good metalled road from railway station. A great bargain at £2 per acre. This property can be made freehold. UP TO DATE country hotel, freehold, 80 acres of land. House is a new one, 20 rooms, with all necessary buildings. Taking about £90 per week. Cheap home to run. Freehold, including furniture £4000. Easy terms. TO LEASE.—600 acres of splendid sheep country. Every possible convenience. Winters over 3 dry sheep per acre, besides cattle. 5 miles from railway station. Lease for 4 years at 9s per acre, with optional purchasing clause. First man to inspect will take it. 400 ACRES highly improved land, 6 roomed house, woolshed, yards. 70 acres flat, balance nice hills, well watered, creamery ½ mile, railway 5 miles. Winters 900 sheep and 50 cattle. This is a very nice property for a man with small capital. Freehold £14 10s. Only £600 cash required. Apply sharp. 100 ACRES Rich flat, dairy land; highly improved, carries 60 cows; good house, cowshed, trapshed; close to factory, school, P.O. and railway station. A model farm. £1200 will admit purchaser. 10 acres F.R., which will be given in. All rich flat dairy land, highly improved. Factory opposite. 17 cows, 1 bull, 2 horses, trap and harness, steam separator (Tulpe). The whole as a going concern at £40 per acre. Good terms. Apply sharp. 103 ACRES Rich dairy land, highly improved, close to factory, school, P.O., and railway station. 50 cows, besides other stock. Good 6 roomed house, dairy shed. Up-to-date buildings. £350 will admit purchaser. 144 ACRES, 16 acres rich flat dairy land, the balance nice low limestone hills. Well drained and watered. Good buildings. An ideal farm for mixed farming. Close to school and factory and railway station. Price of the Freehold, £28 £900 cash will admit purchaser, or will exchange for 300 acres sheep country. Equity £1450. bbox=[837, 754, 970, 1264]
divider bbox=[144, 681, 276, 682]
ad-subheading: GOOD DAIRY FARM, bbox=[717, 854, 812, 864]
ad-body: 3500 ACRES Coast Country; family residence, woolshed, etc., large area, good river flats. Stock at present on property 2735 ewes, 1788 lambs, 320 cattle, and a good line of bullocks, just sold at £7 10s per head. The property can be improved to carry easily 1½ sheep to the acre. Price, £4 per acre. Say, £2500 cash. With out doubt, the cheapest property on the market. The first to inspect will buy. bbox=[978, 224, 1111, 332]
ad-date: On TUESDAY, MARCH 18th, At 1 p.m. bbox=[291, 85, 409, 103]
ad-body: ABRAHAM AND WILLIAMS, LIMITED, have been favoured with instructions from the executors in the estate of the late George Harris, to offer:— 300 ACRES, being Blocks 1 Ringsmore, and No. 5, Native Reserve, Block 1, Stanagonia, The above property is heavy land, situate at Pyramid, Greytown, on banks of Ruamahanga River, leased to and in occupation of Messrs Wiggins Bros. bbox=[4, 1111, 135, 1218]
